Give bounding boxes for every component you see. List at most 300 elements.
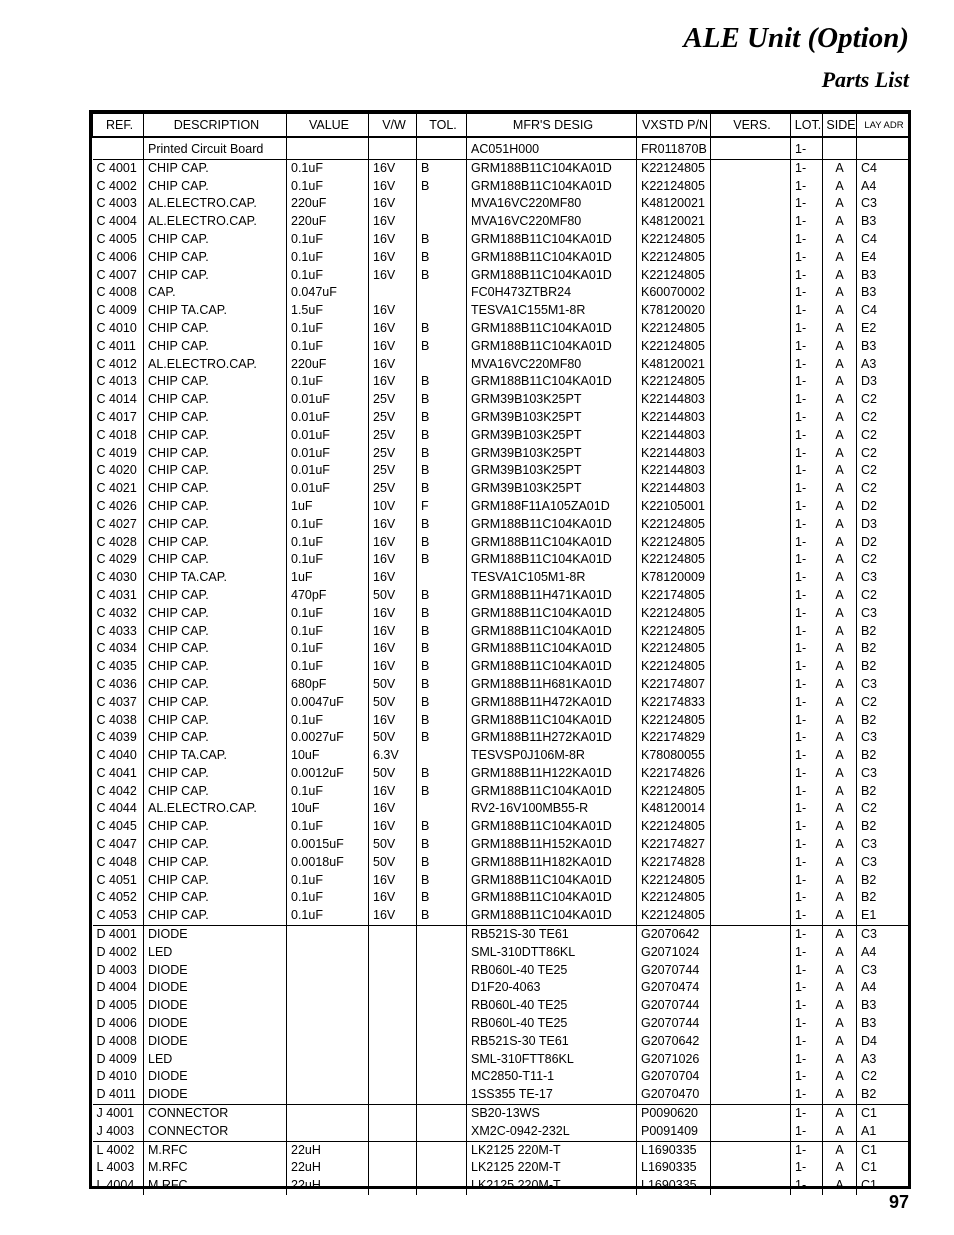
- cell-description: CHIP CAP.: [144, 765, 287, 783]
- cell-vers: [711, 284, 791, 302]
- cell-vers: [711, 1033, 791, 1051]
- cell-vw: [369, 1159, 417, 1177]
- cell-description: CHIP CAP.: [144, 267, 287, 285]
- column-header-description: DESCRIPTION: [144, 114, 287, 138]
- cell-vxstd-pn: K22124805: [637, 712, 711, 730]
- cell-description: CHIP CAP.: [144, 249, 287, 267]
- cell-lay-adr: B3: [857, 338, 909, 356]
- cell-side: A: [823, 1159, 857, 1177]
- cell-tol: B: [417, 534, 467, 552]
- cell-ref: D 4009: [96, 1051, 137, 1066]
- cell-description: M.RFC: [144, 1159, 287, 1177]
- cell-tol: [417, 195, 467, 213]
- cell-mfr-desig: GRM188B11C104KA01D: [467, 658, 637, 676]
- cell-mfr-desig: MVA16VC220MF80: [467, 195, 637, 213]
- cell-vxstd-pn: K22124805: [637, 551, 711, 569]
- cell-vers: [711, 302, 791, 320]
- cell-side: A: [823, 747, 857, 765]
- cell-ref: C 4002: [96, 178, 137, 193]
- cell-description: AL.ELECTRO.CAP.: [144, 356, 287, 374]
- cell-mfr-desig: GRM39B103K25PT: [467, 462, 637, 480]
- cell-ref: C 4033: [96, 623, 137, 638]
- table-row: [93, 267, 909, 285]
- table-row: [93, 729, 909, 747]
- cell-side: A: [823, 391, 857, 409]
- cell-ref: C 4019: [96, 445, 137, 460]
- cell-lot: 1-: [791, 356, 823, 374]
- table-row: [93, 640, 909, 658]
- table-row: [93, 409, 909, 427]
- cell-lay-adr: C3: [857, 854, 909, 872]
- cell-vers: [711, 159, 791, 177]
- cell-vxstd-pn: L1690335: [637, 1159, 711, 1177]
- cell-lot: 1-: [791, 889, 823, 907]
- cell-value: 0.1uF: [287, 534, 369, 552]
- table-row: [93, 480, 909, 498]
- cell-ref: C 4048: [96, 854, 137, 869]
- cell-lay-adr: D4: [857, 1033, 909, 1051]
- cell-value: 0.1uF: [287, 907, 369, 925]
- cell-ref: L 4003: [96, 1160, 135, 1175]
- cell-tol: B: [417, 587, 467, 605]
- cell-ref: C 4027: [96, 516, 137, 531]
- cell-lot: 1-: [791, 1159, 823, 1177]
- table-row: [93, 1015, 909, 1033]
- cell-description: CHIP CAP.: [144, 231, 287, 249]
- cell-side: A: [823, 1123, 857, 1141]
- cell-mfr-desig: AC051H000: [467, 137, 637, 159]
- cell-vw: [369, 1033, 417, 1051]
- cell-tol: B: [417, 694, 467, 712]
- column-header-value: VALUE: [287, 114, 369, 138]
- cell-lot: 1-: [791, 302, 823, 320]
- cell-description: CHIP CAP.: [144, 480, 287, 498]
- cell-lot: 1-: [791, 783, 823, 801]
- cell-mfr-desig: GRM188B11C104KA01D: [467, 605, 637, 623]
- cell-description: M.RFC: [144, 1177, 287, 1195]
- cell-vw: 16V: [369, 159, 417, 177]
- cell-description: CHIP CAP.: [144, 676, 287, 694]
- cell-description: CHIP CAP.: [144, 516, 287, 534]
- cell-description: CHIP CAP.: [144, 178, 287, 196]
- cell-vw: 25V: [369, 391, 417, 409]
- table-row: [93, 747, 909, 765]
- cell-description: CHIP CAP.: [144, 889, 287, 907]
- cell-description: CHIP CAP.: [144, 587, 287, 605]
- table-row: [93, 1051, 909, 1069]
- cell-description: CHIP CAP.: [144, 623, 287, 641]
- column-header-vxstd-pn: VXSTD P/N: [637, 114, 711, 138]
- cell-mfr-desig: 1SS355 TE-17: [467, 1086, 637, 1104]
- cell-mfr-desig: GRM188B11C104KA01D: [467, 249, 637, 267]
- cell-mfr-desig: MVA16VC220MF80: [467, 356, 637, 374]
- cell-lot: 1-: [791, 997, 823, 1015]
- cell-mfr-desig: RB060L-40 TE25: [467, 997, 637, 1015]
- cell-vers: [711, 1105, 791, 1123]
- cell-mfr-desig: TESVA1C105M1-8R: [467, 569, 637, 587]
- cell-vers: [711, 979, 791, 997]
- cell-lay-adr: C4: [857, 302, 909, 320]
- cell-vxstd-pn: G2070744: [637, 1015, 711, 1033]
- cell-tol: [417, 926, 467, 944]
- cell-description: M.RFC: [144, 1141, 287, 1159]
- table-row: [93, 854, 909, 872]
- cell-ref: C 4026: [96, 498, 137, 513]
- cell-lot: 1-: [791, 195, 823, 213]
- cell-mfr-desig: GRM188B11H182KA01D: [467, 854, 637, 872]
- cell-description: AL.ELECTRO.CAP.: [144, 800, 287, 818]
- cell-mfr-desig: GRM188B11C104KA01D: [467, 551, 637, 569]
- cell-lay-adr: B2: [857, 712, 909, 730]
- cell-value: 0.1uF: [287, 658, 369, 676]
- cell-lay-adr: C2: [857, 445, 909, 463]
- cell-description: CHIP TA.CAP.: [144, 747, 287, 765]
- column-header-mfr-desig: MFR'S DESIG: [467, 114, 637, 138]
- cell-side: A: [823, 926, 857, 944]
- cell-lot: 1-: [791, 462, 823, 480]
- table-row: [93, 587, 909, 605]
- cell-mfr-desig: GRM188B11H472KA01D: [467, 694, 637, 712]
- cell-side: A: [823, 907, 857, 925]
- cell-lot: 1-: [791, 712, 823, 730]
- cell-lay-adr: C1: [857, 1105, 909, 1123]
- cell-description: CHIP CAP.: [144, 445, 287, 463]
- cell-mfr-desig: GRM188B11C104KA01D: [467, 159, 637, 177]
- cell-vers: [711, 623, 791, 641]
- cell-lay-adr: C3: [857, 195, 909, 213]
- cell-lay-adr: C1: [857, 1177, 909, 1195]
- cell-vxstd-pn: K22105001: [637, 498, 711, 516]
- cell-tol: B: [417, 551, 467, 569]
- cell-mfr-desig: GRM188B11C104KA01D: [467, 623, 637, 641]
- cell-value: 220uF: [287, 195, 369, 213]
- cell-ref: C 4008: [96, 285, 137, 300]
- cell-lot: 1-: [791, 480, 823, 498]
- cell-mfr-desig: GRM188B11C104KA01D: [467, 889, 637, 907]
- cell-tol: [417, 1141, 467, 1159]
- cell-value: 0.1uF: [287, 231, 369, 249]
- cell-lay-adr: B2: [857, 658, 909, 676]
- cell-ref: D 4003: [96, 962, 137, 977]
- cell-mfr-desig: FC0H473ZTBR24: [467, 284, 637, 302]
- cell-side: A: [823, 676, 857, 694]
- cell-ref: C 4037: [96, 694, 137, 709]
- cell-vxstd-pn: K22144803: [637, 427, 711, 445]
- table-row: [93, 569, 909, 587]
- cell-vers: [711, 480, 791, 498]
- cell-vxstd-pn: P0090620: [637, 1105, 711, 1123]
- cell-lay-adr: C1: [857, 1159, 909, 1177]
- cell-value: 22uH: [287, 1177, 369, 1195]
- cell-side: A: [823, 658, 857, 676]
- table-row: [93, 462, 909, 480]
- cell-value: [287, 1015, 369, 1033]
- cell-value: 0.1uF: [287, 551, 369, 569]
- cell-value: [287, 1086, 369, 1104]
- cell-vxstd-pn: K48120014: [637, 800, 711, 818]
- cell-lot: 1-: [791, 569, 823, 587]
- cell-vxstd-pn: K22124805: [637, 338, 711, 356]
- cell-lot: 1-: [791, 338, 823, 356]
- cell-side: A: [823, 551, 857, 569]
- table-row: [93, 302, 909, 320]
- cell-value: 0.0047uF: [287, 694, 369, 712]
- cell-vxstd-pn: K22124805: [637, 605, 711, 623]
- cell-tol: [417, 1068, 467, 1086]
- cell-tol: [417, 1177, 467, 1195]
- cell-lot: 1-: [791, 1068, 823, 1086]
- cell-lot: 1-: [791, 944, 823, 962]
- cell-description: Printed Circuit Board: [144, 137, 287, 159]
- cell-lay-adr: D2: [857, 534, 909, 552]
- cell-vers: [711, 231, 791, 249]
- cell-ref: J 4001: [93, 1105, 144, 1123]
- cell-description: CONNECTOR: [144, 1123, 287, 1141]
- cell-tol: [417, 1015, 467, 1033]
- cell-vw: 16V: [369, 178, 417, 196]
- table-row: [93, 889, 909, 907]
- cell-vers: [711, 712, 791, 730]
- cell-lot: 1-: [791, 747, 823, 765]
- page-subtitle: Parts List: [821, 67, 909, 92]
- cell-lay-adr: B2: [857, 818, 909, 836]
- cell-tol: B: [417, 676, 467, 694]
- page-title: ALE Unit (Option): [683, 22, 909, 54]
- cell-lot: 1-: [791, 979, 823, 997]
- cell-description: CHIP CAP.: [144, 462, 287, 480]
- cell-tol: B: [417, 159, 467, 177]
- cell-mfr-desig: GRM188B11C104KA01D: [467, 338, 637, 356]
- cell-vw: 16V: [369, 658, 417, 676]
- cell-vw: 16V: [369, 872, 417, 890]
- cell-lay-adr: B2: [857, 640, 909, 658]
- cell-description: CHIP CAP.: [144, 658, 287, 676]
- cell-lay-adr: A4: [857, 178, 909, 196]
- cell-ref: C 4047: [96, 837, 137, 852]
- cell-description: CHIP CAP.: [144, 373, 287, 391]
- cell-side: A: [823, 409, 857, 427]
- cell-mfr-desig: SB20-13WS: [467, 1105, 637, 1123]
- cell-side: A: [823, 623, 857, 641]
- cell-lay-adr: B3: [857, 997, 909, 1015]
- cell-side: A: [823, 462, 857, 480]
- cell-value: 0.1uF: [287, 320, 369, 338]
- cell-vxstd-pn: K22144803: [637, 480, 711, 498]
- table-row: [93, 623, 909, 641]
- table-row: [93, 1159, 909, 1177]
- cell-ref: C 4005: [96, 231, 137, 246]
- cell-lot: 1-: [791, 137, 823, 159]
- cell-mfr-desig: GRM39B103K25PT: [467, 445, 637, 463]
- cell-tol: [417, 1105, 467, 1123]
- cell-vers: [711, 267, 791, 285]
- cell-lay-adr: C3: [857, 605, 909, 623]
- cell-value: [287, 1123, 369, 1141]
- cell-mfr-desig: GRM188B11C104KA01D: [467, 373, 637, 391]
- cell-vxstd-pn: G2070470: [637, 1086, 711, 1104]
- cell-side: A: [823, 249, 857, 267]
- table-row: [93, 800, 909, 818]
- cell-tol: B: [417, 783, 467, 801]
- cell-vw: [369, 1177, 417, 1195]
- cell-vers: [711, 1123, 791, 1141]
- cell-vxstd-pn: K22124805: [637, 231, 711, 249]
- cell-tol: B: [417, 872, 467, 890]
- cell-ref: J 4003: [96, 1123, 135, 1138]
- cell-side: A: [823, 605, 857, 623]
- cell-mfr-desig: RB060L-40 TE25: [467, 1015, 637, 1033]
- cell-tol: B: [417, 427, 467, 445]
- cell-side: A: [823, 836, 857, 854]
- table-row: [93, 712, 909, 730]
- cell-vers: [711, 800, 791, 818]
- cell-value: [287, 997, 369, 1015]
- cell-side: A: [823, 854, 857, 872]
- cell-lay-adr: C3: [857, 569, 909, 587]
- table-row: [93, 872, 909, 890]
- cell-vxstd-pn: G2070704: [637, 1068, 711, 1086]
- cell-vers: [711, 137, 791, 159]
- cell-value: 0.1uF: [287, 249, 369, 267]
- cell-lay-adr: D3: [857, 373, 909, 391]
- cell-vw: [369, 1068, 417, 1086]
- cell-ref: C 4001: [93, 159, 144, 177]
- table-row: [93, 498, 909, 516]
- cell-vxstd-pn: K22124805: [637, 159, 711, 177]
- cell-vw: 16V: [369, 213, 417, 231]
- table-row: [93, 137, 909, 159]
- cell-tol: B: [417, 605, 467, 623]
- cell-ref: D 4005: [96, 998, 137, 1013]
- cell-tol: [417, 979, 467, 997]
- cell-value: [287, 1051, 369, 1069]
- cell-lay-adr: B3: [857, 213, 909, 231]
- cell-mfr-desig: GRM188B11H122KA01D: [467, 765, 637, 783]
- table-row: [93, 284, 909, 302]
- cell-vw: 50V: [369, 676, 417, 694]
- cell-side: A: [823, 516, 857, 534]
- cell-side: A: [823, 178, 857, 196]
- cell-value: 0.1uF: [287, 373, 369, 391]
- cell-side: A: [823, 1141, 857, 1159]
- cell-vw: 16V: [369, 195, 417, 213]
- cell-side: A: [823, 783, 857, 801]
- cell-side: A: [823, 284, 857, 302]
- table-row: [93, 605, 909, 623]
- cell-vxstd-pn: K22124805: [637, 249, 711, 267]
- cell-lay-adr: C2: [857, 800, 909, 818]
- cell-mfr-desig: LK2125 220M-T: [467, 1159, 637, 1177]
- table-row: [93, 338, 909, 356]
- cell-description: DIODE: [144, 997, 287, 1015]
- cell-lay-adr: C2: [857, 409, 909, 427]
- cell-side: A: [823, 1086, 857, 1104]
- cell-tol: B: [417, 516, 467, 534]
- cell-vw: 50V: [369, 854, 417, 872]
- cell-vxstd-pn: K22124805: [637, 818, 711, 836]
- table-row: [93, 694, 909, 712]
- cell-ref: D 4011: [96, 1087, 136, 1102]
- cell-tol: [417, 137, 467, 159]
- cell-vw: 16V: [369, 551, 417, 569]
- cell-value: 0.1uF: [287, 889, 369, 907]
- cell-vers: [711, 658, 791, 676]
- cell-tol: B: [417, 267, 467, 285]
- cell-lot: 1-: [791, 1015, 823, 1033]
- cell-lot: 1-: [791, 267, 823, 285]
- cell-mfr-desig: GRM188B11H152KA01D: [467, 836, 637, 854]
- cell-vers: [711, 1086, 791, 1104]
- cell-value: 10uF: [287, 747, 369, 765]
- cell-lay-adr: C2: [857, 427, 909, 445]
- cell-ref: C 4011: [96, 338, 136, 353]
- cell-mfr-desig: GRM188B11H272KA01D: [467, 729, 637, 747]
- cell-side: A: [823, 231, 857, 249]
- cell-mfr-desig: GRM188B11H681KA01D: [467, 676, 637, 694]
- table-row: [93, 1086, 909, 1104]
- cell-lay-adr: C2: [857, 587, 909, 605]
- cell-lay-adr: E4: [857, 249, 909, 267]
- cell-vers: [711, 783, 791, 801]
- cell-vw: 16V: [369, 712, 417, 730]
- cell-lay-adr: B3: [857, 284, 909, 302]
- cell-side: A: [823, 944, 857, 962]
- cell-side: A: [823, 587, 857, 605]
- cell-ref: D 4004: [96, 980, 137, 995]
- cell-vxstd-pn: K22144803: [637, 445, 711, 463]
- cell-description: DIODE: [144, 1068, 287, 1086]
- table-row: [93, 836, 909, 854]
- cell-lay-adr: C4: [857, 231, 909, 249]
- cell-vxstd-pn: K22174829: [637, 729, 711, 747]
- cell-vers: [711, 409, 791, 427]
- cell-vw: 16V: [369, 623, 417, 641]
- cell-tol: [417, 1086, 467, 1104]
- cell-mfr-desig: MC2850-T11-1: [467, 1068, 637, 1086]
- cell-description: DIODE: [144, 1086, 287, 1104]
- cell-vers: [711, 213, 791, 231]
- cell-mfr-desig: GRM188B11C104KA01D: [467, 640, 637, 658]
- cell-vers: [711, 765, 791, 783]
- cell-value: 0.01uF: [287, 391, 369, 409]
- cell-description: CHIP CAP.: [144, 409, 287, 427]
- table-row: [93, 818, 909, 836]
- cell-lay-adr: C1: [857, 1141, 909, 1159]
- cell-mfr-desig: TESVA1C155M1-8R: [467, 302, 637, 320]
- cell-vw: 16V: [369, 605, 417, 623]
- cell-side: A: [823, 534, 857, 552]
- cell-tol: B: [417, 836, 467, 854]
- cell-vers: [711, 391, 791, 409]
- cell-lot: 1-: [791, 498, 823, 516]
- cell-lay-adr: C3: [857, 676, 909, 694]
- cell-description: CHIP CAP.: [144, 729, 287, 747]
- cell-lot: 1-: [791, 1051, 823, 1069]
- cell-value: 1.5uF: [287, 302, 369, 320]
- table-row: [93, 231, 909, 249]
- cell-vxstd-pn: G2070744: [637, 997, 711, 1015]
- cell-ref: C 4035: [96, 659, 137, 674]
- cell-vers: [711, 944, 791, 962]
- cell-side: A: [823, 338, 857, 356]
- cell-lot: 1-: [791, 926, 823, 944]
- cell-lot: 1-: [791, 231, 823, 249]
- cell-value: [287, 1068, 369, 1086]
- cell-vers: [711, 551, 791, 569]
- cell-vw: 50V: [369, 836, 417, 854]
- table-row: [93, 1105, 909, 1123]
- cell-vw: 16V: [369, 534, 417, 552]
